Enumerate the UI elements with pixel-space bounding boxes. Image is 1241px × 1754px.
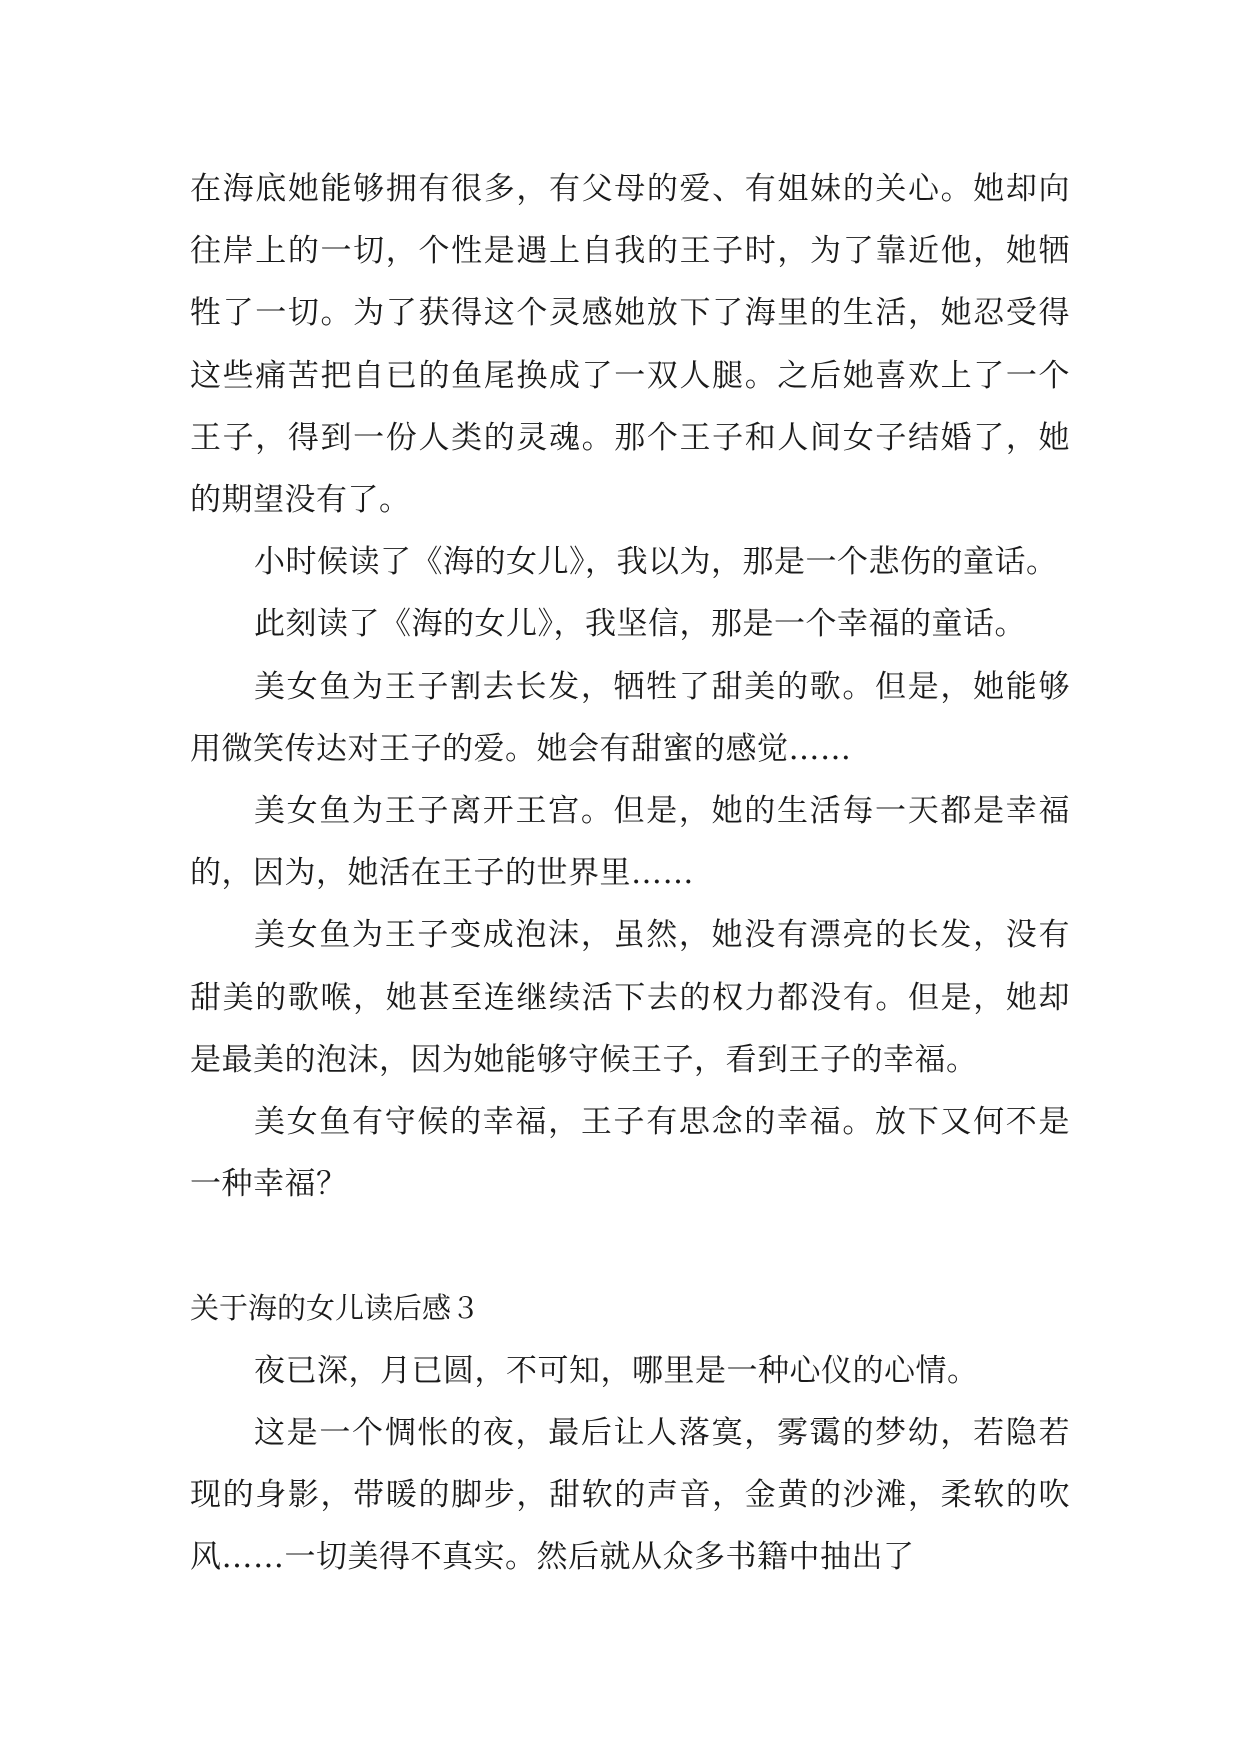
paragraph: 此刻读了《海的女儿》，我坚信，那是一个幸福的童话。 <box>254 606 1026 643</box>
document-body <box>190 158 1070 1588</box>
paragraph: 美女鱼为王子变成泡沫，虽然，她没有漂亮的长发，没有甜美的歌喉，她甚至连继续活下去的权力都没有。但是，她却是最美的泡沫，因为她能够守候王子，看到王子的幸福。 <box>190 917 1070 1078</box>
paragraph: 这是一个惆怅的夜，最后让人落寞，雾霭的梦幼，若隐若现的身影，带暖的脚步，甜软的声音，金黄的沙滩，柔软的吹风……一切美得不真实。然后就从众多书籍中抽出了 <box>190 1414 1070 1576</box>
section-title: 关于海的女儿读后感３ <box>190 1291 481 1326</box>
paragraph: 美女鱼为王子割去长发，牺牲了甜美的歌。但是，她能够用微笑传达对王子的爱。她会有甜蜜的感觉…… <box>190 668 1070 767</box>
paragraph: 在海底她能够拥有很多，有父母的爱、有姐妹的关心。她却向往岸上的一切，个性是遇上自我的王子时，为了靠近他，她牺牲了一切。为了获得这个灵感她放下了海里的生活，她忍受得这些痛苦把自已的鱼尾换成了一双人腿。之后她喜欢上了一个王子，得到一份人类的灵魂。那个王子和人间女子结婚了，她的期望没有了。 <box>190 171 1070 519</box>
paragraph: 夜已深，月已圆，不可知，哪里是一种心仪的心情。 <box>254 1352 979 1389</box>
section-spacer <box>190 1215 1070 1277</box>
paragraph: 美女鱼有守候的幸福，王子有思念的幸福。放下又何不是一种幸福？ <box>190 1104 1070 1203</box>
paragraph: 小时候读了《海的女儿》，我以为，那是一个悲伤的童话。 <box>254 544 1058 581</box>
paragraph: 美女鱼为王子离开王宫。但是，她的生活每一天都是幸福的，因为，她活在王子的世界里…… <box>190 793 1070 892</box>
